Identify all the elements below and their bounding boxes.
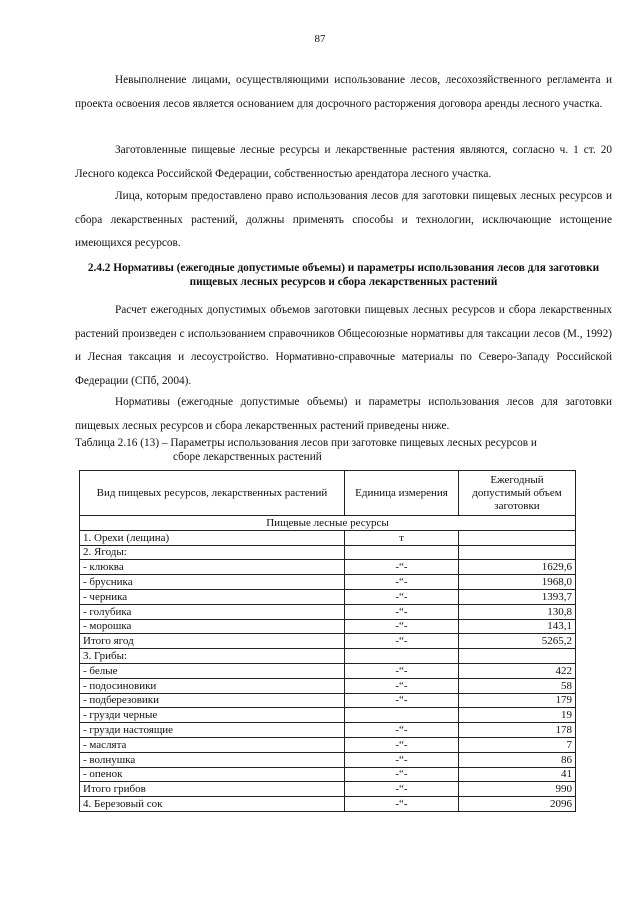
paragraph-calculation: Расчет ежегодных допустимых объемов заготовки пищевых лесных ресурсов и сбора лекарственных растений произведен с использованием справочников Общесоюзные нормативы для таксации лесов (М., 1992) и Лесная таксация и лесоустройство. Нормативно-справочные материалы по Северо-Западу Российской Федерации (СПб, 2004).	[75, 304, 612, 387]
row-name-cell: 3. Грибы:	[80, 649, 345, 664]
paragraph-methods: Лица, которым предоставлено право использования лесов для заготовки пищевых лесных ресурсов и сбора лекарственных растений, должны применять способы и технологии, исключающие истощение имеющихся ресурсов.	[75, 190, 612, 249]
row-unit-cell: -“-	[345, 678, 459, 693]
table-row	[80, 752, 576, 767]
section-title-cell: Пищевые лесные ресурсы	[80, 516, 576, 531]
header-unit: Единица измерения	[345, 471, 459, 516]
row-value-cell: 86	[459, 752, 576, 767]
table-row	[80, 575, 576, 590]
table-section-row	[80, 516, 576, 531]
table-row	[80, 663, 576, 678]
header-resource-type: Вид пищевых ресурсов, лекарственных растений	[80, 471, 345, 516]
table-row	[80, 678, 576, 693]
page-number: 87	[314, 33, 326, 45]
row-name-cell: - черника	[80, 589, 345, 604]
row-unit-cell	[345, 649, 459, 664]
row-value-cell: 143,1	[459, 619, 576, 634]
row-unit-cell: -“-	[345, 723, 459, 738]
row-unit-cell: -“-	[345, 589, 459, 604]
row-unit-cell: -“-	[345, 663, 459, 678]
row-name-cell: - голубика	[80, 604, 345, 619]
row-name-cell: - подберезовики	[80, 693, 345, 708]
row-value-cell: 5265,2	[459, 634, 576, 649]
table-row	[80, 530, 576, 545]
row-value-cell: 1968,0	[459, 575, 576, 590]
row-unit-cell: -“-	[345, 797, 459, 812]
row-name-cell: - белые	[80, 663, 345, 678]
table-row	[80, 634, 576, 649]
row-name-cell: - брусника	[80, 575, 345, 590]
row-unit-cell: -“-	[345, 737, 459, 752]
row-value-cell: 422	[459, 663, 576, 678]
row-value-cell	[459, 545, 576, 560]
row-unit-cell	[345, 545, 459, 560]
row-name-cell: Итого грибов	[80, 782, 345, 797]
row-unit-cell: -“-	[345, 767, 459, 782]
table-header-row	[80, 471, 576, 516]
table-row	[80, 782, 576, 797]
row-name-cell: Итого ягод	[80, 634, 345, 649]
table-row	[80, 767, 576, 782]
row-unit-cell: -“-	[345, 634, 459, 649]
table-row	[80, 560, 576, 575]
row-unit-cell: -“-	[345, 782, 459, 797]
row-name-cell: - волнушка	[80, 752, 345, 767]
row-value-cell: 41	[459, 767, 576, 782]
row-name-cell: 4. Березовый сок	[80, 797, 345, 812]
table-body	[80, 516, 576, 812]
table-caption-line-2: сборе лекарственных растений	[173, 450, 322, 463]
table-row	[80, 708, 576, 723]
table-row	[80, 589, 576, 604]
table-row	[80, 723, 576, 738]
row-name-cell: - морошка	[80, 619, 345, 634]
row-unit-cell: -“-	[345, 575, 459, 590]
row-value-cell: 179	[459, 693, 576, 708]
row-value-cell: 2096	[459, 797, 576, 812]
table-row	[80, 619, 576, 634]
table-row	[80, 797, 576, 812]
table-caption	[75, 437, 635, 464]
row-value-cell: 990	[459, 782, 576, 797]
row-value-cell: 7	[459, 737, 576, 752]
row-unit-cell: -“-	[345, 604, 459, 619]
section-heading: 2.4.2 Нормативы (ежегодные допустимые объемы) и параметры использования лесов для заготовки пищевых лесных ресурсов и сбора лекарственных растений	[87, 262, 600, 288]
row-name-cell: - маслята	[80, 737, 345, 752]
row-value-cell: 178	[459, 723, 576, 738]
paragraph-ownership: Заготовленные пищевые лесные ресурсы и лекарственные растения являются, согласно ч. 1 ст. 20 Лесного кодекса Российской Федерации, собственностью арендатора лесного участка.	[75, 144, 612, 180]
row-name-cell: 1. Орехи (лещина)	[80, 530, 345, 545]
row-unit-cell	[345, 708, 459, 723]
header-annual-volume: Ежегодный допустимый объем заготовки	[459, 471, 576, 516]
row-unit-cell: -“-	[345, 619, 459, 634]
paragraph-violation: Невыполнение лицами, осуществляющими использование лесов, лесохозяйственного регламента и проекта освоения лесов является основанием для досрочного расторжения договора аренды лесного участка.	[75, 74, 612, 110]
row-value-cell: 1393,7	[459, 589, 576, 604]
row-unit-cell: -“-	[345, 752, 459, 767]
row-name-cell: - опенок	[80, 767, 345, 782]
paragraph-norms: Нормативы (ежегодные допустимые объемы) и параметры использования лесов для заготовки пищевых лесных ресурсов и сбора лекарственных растений приведены ниже.	[75, 396, 612, 432]
table-row	[80, 737, 576, 752]
row-unit-cell: -“-	[345, 693, 459, 708]
row-value-cell: 19	[459, 708, 576, 723]
row-value-cell: 130,8	[459, 604, 576, 619]
table-row	[80, 693, 576, 708]
table-row	[80, 649, 576, 664]
row-value-cell: 58	[459, 678, 576, 693]
row-unit-cell: т	[345, 530, 459, 545]
table-row	[80, 545, 576, 560]
row-value-cell	[459, 530, 576, 545]
row-unit-cell: -“-	[345, 560, 459, 575]
row-name-cell: 2. Ягоды:	[80, 545, 345, 560]
table-caption-line-1: Таблица 2.16 (13) – Параметры использования лесов при заготовке пищевых лесных ресурсов и	[75, 437, 537, 449]
row-name-cell: - грузди настоящие	[80, 723, 345, 738]
row-value-cell	[459, 649, 576, 664]
row-name-cell: - клюква	[80, 560, 345, 575]
resources-table	[79, 470, 576, 812]
row-value-cell: 1629,6	[459, 560, 576, 575]
row-name-cell: - грузди черные	[80, 708, 345, 723]
table-row	[80, 604, 576, 619]
row-name-cell: - подосиновики	[80, 678, 345, 693]
